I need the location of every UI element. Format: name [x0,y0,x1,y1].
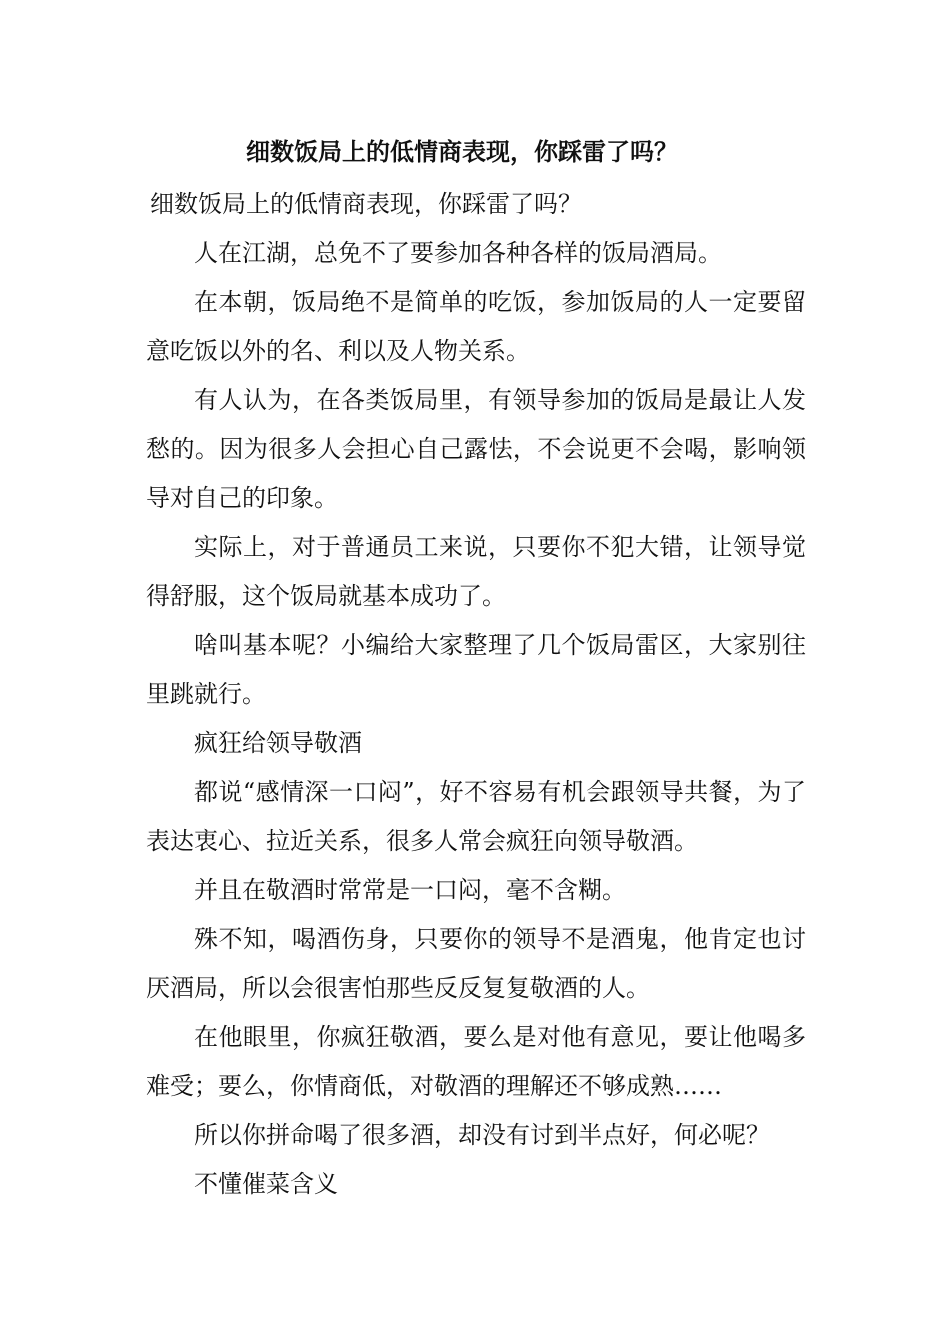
paragraph: 并且在敬酒时常常是一口闷，毫不含糊。 [194,876,626,904]
paragraph: 都说“感情深一口闷”，好不容易有机会跟领导共餐，为了表达衷心、拉近关系，很多人常会疯狂向领导敬酒。 [146,778,806,855]
section-heading: 不懂催菜含义 [194,1170,338,1198]
section-heading: 疯狂给领导敬酒 [194,729,362,757]
paragraph: 人在江湖，总免不了要参加各种各样的饭局酒局。 [194,239,722,267]
paragraph: 有人认为，在各类饭局里，有领导参加的饭局是最让人发愁的。因为很多人会担心自己露怯，不会说更不会喝，影响领导对自己的印象。 [146,386,806,512]
subtitle-paragraph: 细数饭局上的低情商表现，你踩雷了吗？ [150,190,582,218]
document-title: 细数饭局上的低情商表现，你踩雷了吗？ [246,137,678,166]
paragraph: 所以你拼命喝了很多酒，却没有讨到半点好，何必呢？ [194,1121,770,1149]
paragraph: 啥叫基本呢？小编给大家整理了几个饭局雷区，大家别往里跳就行。 [146,631,806,708]
paragraph: 实际上，对于普通员工来说，只要你不犯大错，让领导觉得舒服，这个饭局就基本成功了。 [146,533,806,610]
paragraph: 在他眼里，你疯狂敬酒，要么是对他有意见，要让他喝多难受；要么，你情商低，对敬酒的理解还不够成熟…… [146,1023,806,1100]
paragraph: 在本朝，饭局绝不是简单的吃饭，参加饭局的人一定要留意吃饭以外的名、利以及人物关系。 [146,288,806,365]
document-body [146,180,806,1209]
paragraph: 殊不知，喝酒伤身，只要你的领导不是酒鬼，他肯定也讨厌酒局，所以会很害怕那些反反复复敬酒的人。 [146,925,806,1002]
